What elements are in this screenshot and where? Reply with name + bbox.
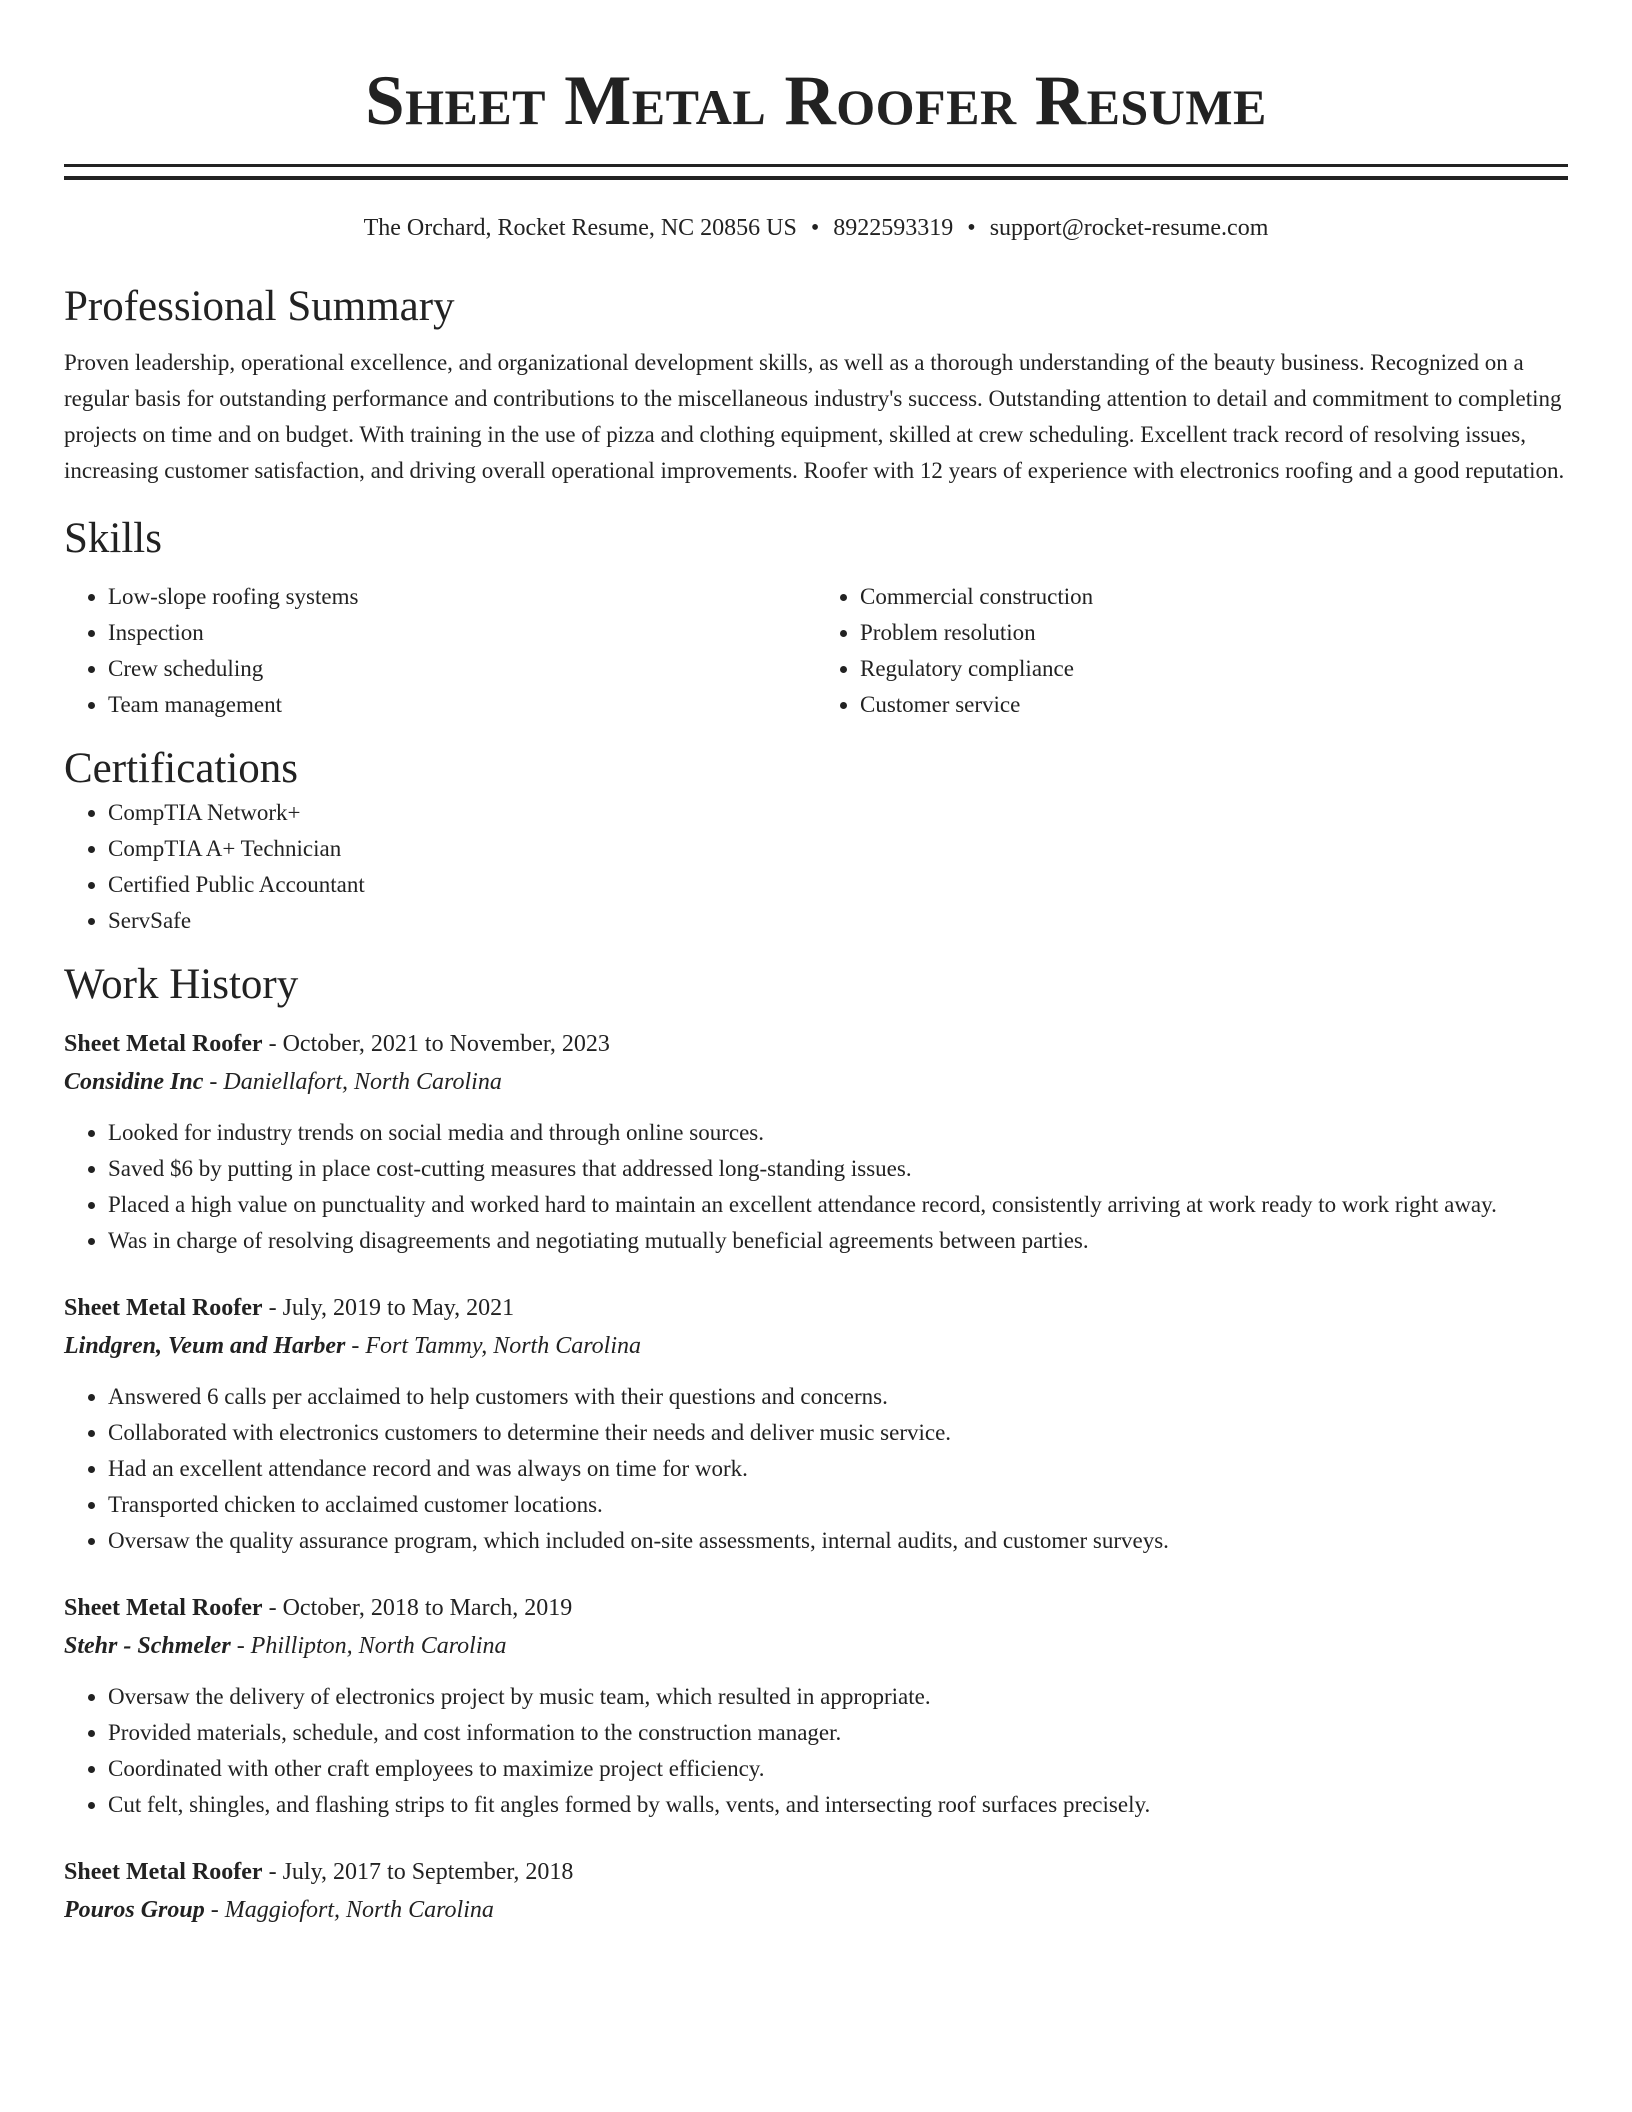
job-duties <box>64 1115 1568 1259</box>
certification-item: • CompTIA Network+ <box>108 795 1568 831</box>
job-company-line <box>64 1627 1568 1665</box>
contact-email: support@rocket-resume.com <box>989 215 1269 241</box>
job-duty-item: • Cut felt, shingles, and flashing strips to fit angles formed by walls, vents, and intersecting roof surfaces precisely. <box>108 1787 1568 1823</box>
job-duty-item: • Transported chicken to acclaimed customer locations. <box>108 1487 1568 1523</box>
certification-item: • ServSafe <box>108 903 1568 939</box>
job-title-line <box>64 1589 1568 1627</box>
job-location: - Maggiofort, North Carolina <box>204 1897 494 1923</box>
certification-item: • CompTIA A+ Technician <box>108 831 1568 867</box>
job-dates: - October, 2021 to November, 2023 <box>262 1031 610 1057</box>
job-company-line <box>64 1063 1568 1101</box>
job-company: Lindgren, Veum and Harber <box>64 1333 346 1359</box>
job-location: - Phillipton, North Carolina <box>230 1633 507 1659</box>
title-divider <box>64 164 1568 180</box>
skill-item: • Crew scheduling <box>108 651 816 687</box>
job-company: Pouros Group <box>64 1897 205 1923</box>
job-entry <box>64 1289 1568 1559</box>
job-title-line <box>64 1025 1568 1063</box>
certifications-heading: Certifications <box>64 745 299 792</box>
job-duty-item: • Was in charge of resolving disagreements and negotiating mutually beneficial agreements between parties. <box>108 1223 1568 1259</box>
job-duty-item: • Oversaw the delivery of electronics project by music team, which resulted in appropriate. <box>108 1679 1568 1715</box>
job-duties <box>64 1379 1568 1559</box>
work-history-heading: Work History <box>64 961 299 1008</box>
job-duty-item: • Saved $6 by putting in place cost-cutting measures that addressed long-standing issues. <box>108 1151 1568 1187</box>
skill-item: • Team management <box>108 687 816 723</box>
skills-list <box>64 579 1568 723</box>
skill-item: • Inspection <box>108 615 816 651</box>
job-title: Sheet Metal Roofer <box>64 1595 263 1621</box>
job-dates: - October, 2018 to March, 2019 <box>262 1595 573 1621</box>
certification-item: • Certified Public Accountant <box>108 867 1568 903</box>
job-title: Sheet Metal Roofer <box>64 1031 263 1057</box>
contact-separator: • <box>810 215 820 241</box>
job-duty-item: • Coordinated with other craft employees to maximize project efficiency. <box>108 1751 1568 1787</box>
job-duty-item: • Provided materials, schedule, and cost information to the construction manager. <box>108 1715 1568 1751</box>
skill-item: • Regulatory compliance <box>860 651 1568 687</box>
job-dates: - July, 2017 to September, 2018 <box>262 1859 574 1885</box>
job-company: Considine Inc <box>64 1069 204 1095</box>
skill-item: • Low-slope roofing systems <box>108 579 816 615</box>
job-duty-item: • Looked for industry trends on social media and through online sources. <box>108 1115 1568 1151</box>
job-duty-item: • Collaborated with electronics customers to determine their needs and deliver music service. <box>108 1415 1568 1451</box>
skill-item: • Customer service <box>860 687 1568 723</box>
contact-address: The Orchard, Rocket Resume, NC 20856 US <box>363 215 797 241</box>
contact-line <box>64 213 1568 243</box>
skills-column-left <box>64 579 816 723</box>
job-entry <box>64 1853 1568 1929</box>
job-company-line <box>64 1327 1568 1365</box>
resume-title: Sheet Metal Roofer Resume <box>365 62 1267 140</box>
job-title: Sheet Metal Roofer <box>64 1859 263 1885</box>
job-duty-item: • Answered 6 calls per acclaimed to help customers with their questions and concerns. <box>108 1379 1568 1415</box>
summary-text: Proven leadership, operational excellence, and organizational development skills, as well as a thorough understanding of the beauty business. Recognized on a regular basis for outstanding performance and contributions to the miscellaneous industry's success. Outstanding attention to detail and commitment to completing projects on time and on budget. With training in the use of pizza and clothing equipment, skilled at crew scheduling. Excellent track record of resolving issues, increasing customer satisfaction, and driving overall operational improvements. Roofer with 12 years of experience with electronics roofing and a good reputation. <box>64 350 1565 483</box>
job-duty-item: • Placed a high value on punctuality and worked hard to maintain an excellent attendance record, consistently arriving at work ready to work right away. <box>108 1187 1568 1223</box>
job-entry <box>64 1025 1568 1259</box>
job-location: - Fort Tammy, North Carolina <box>345 1333 641 1359</box>
contact-separator: • <box>967 215 976 241</box>
skills-column-right <box>816 579 1568 723</box>
job-dates: - July, 2019 to May, 2021 <box>262 1295 515 1321</box>
job-title-line <box>64 1853 1568 1891</box>
job-duties <box>64 1679 1568 1823</box>
job-location: - Daniellafort, North Carolina <box>203 1069 502 1095</box>
job-duty-item: • Oversaw the quality assurance program, which included on-site assessments, internal audits, and customer surveys. <box>108 1523 1568 1559</box>
job-duty-item: • Had an excellent attendance record and was always on time for work. <box>108 1451 1568 1487</box>
job-company-line <box>64 1891 1568 1929</box>
certifications-list <box>64 795 1568 939</box>
skills-heading: Skills <box>64 515 162 562</box>
summary-heading: Professional Summary <box>64 283 455 330</box>
job-title-line <box>64 1289 1568 1327</box>
skill-item: • Commercial construction <box>860 579 1568 615</box>
job-company: Stehr - Schmeler <box>64 1633 231 1659</box>
skill-item: • Problem resolution <box>860 615 1568 651</box>
job-title: Sheet Metal Roofer <box>64 1295 263 1321</box>
contact-phone: 8922593319 <box>833 215 954 241</box>
job-entry <box>64 1589 1568 1823</box>
